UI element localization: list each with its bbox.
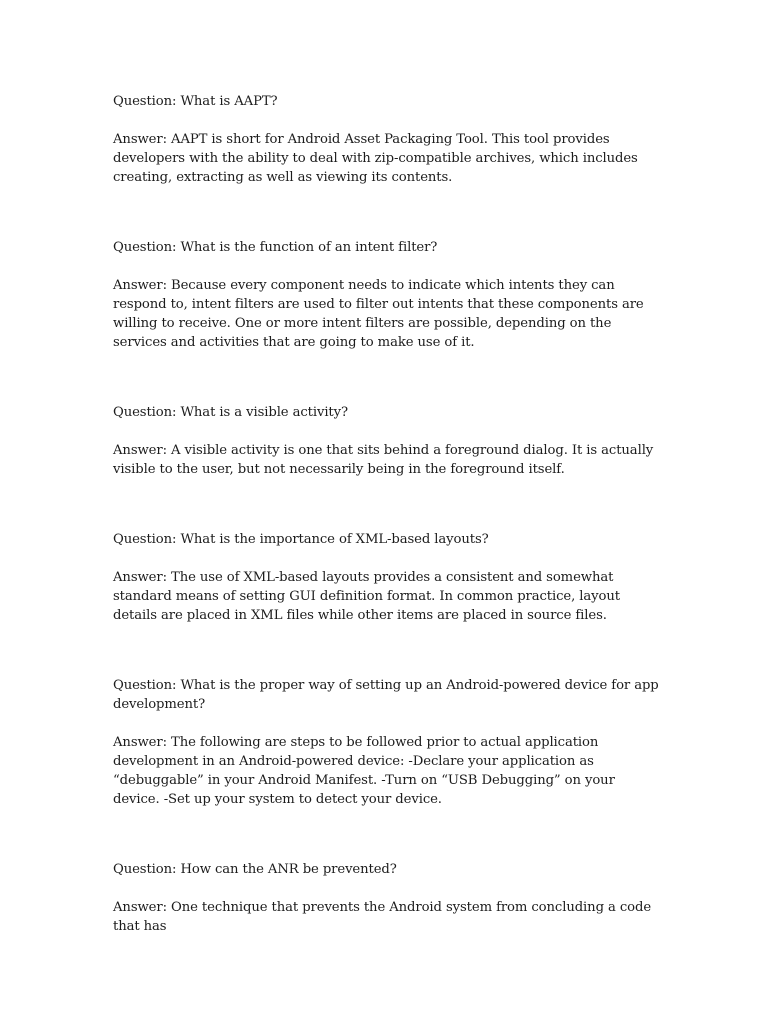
answer-text: Answer: The use of XML-based layouts provides a consistent and somewhat standard means of setting GUI definition format. In common practice, layout details are placed in XML files while other items are placed in source files. xyxy=(113,570,620,623)
answer-text: Answer: The following are steps to be followed prior to actual application development in an Android-powered device: -Declare your application as “debuggable” in your Android Manifest. -Turn on “USB Debugging” on your device. -Set up your system to detect your device. xyxy=(113,735,615,807)
answer-text: Answer: Because every component needs to indicate which intents they can respond to, intent filters are used to filter out intents that these components are willing to receive. One or more intent filters are possible, depending on the services and activities that are going to make use of it. xyxy=(113,278,644,350)
question-text: Question: What is the importance of XML-based layouts? xyxy=(113,532,489,547)
qa-item xyxy=(113,403,661,479)
answer-text: Answer: One technique that prevents the Android system from concluding a code that has xyxy=(113,900,652,934)
qa-item xyxy=(113,530,661,625)
question-text: Question: What is the function of an intent filter? xyxy=(113,240,438,255)
question-text: Question: What is the proper way of setting up an Android-powered device for app development? xyxy=(113,678,659,712)
answer-text: Answer: AAPT is short for Android Asset Packaging Tool. This tool provides developers with the ability to deal with zip-compatible archives, which includes creating, extracting as well as viewing its contents. xyxy=(113,132,638,185)
question-text: Question: How can the ANR be prevented? xyxy=(113,862,397,877)
document-body xyxy=(113,92,661,987)
question-text: Question: What is AAPT? xyxy=(113,94,278,109)
answer-text: Answer: A visible activity is one that sits behind a foreground dialog. It is actually visible to the user, but not necessarily being in the foreground itself. xyxy=(113,443,654,477)
qa-item xyxy=(113,860,661,936)
qa-item xyxy=(113,238,661,352)
question-text: Question: What is a visible activity? xyxy=(113,405,348,420)
qa-item xyxy=(113,92,661,187)
qa-item xyxy=(113,676,661,809)
